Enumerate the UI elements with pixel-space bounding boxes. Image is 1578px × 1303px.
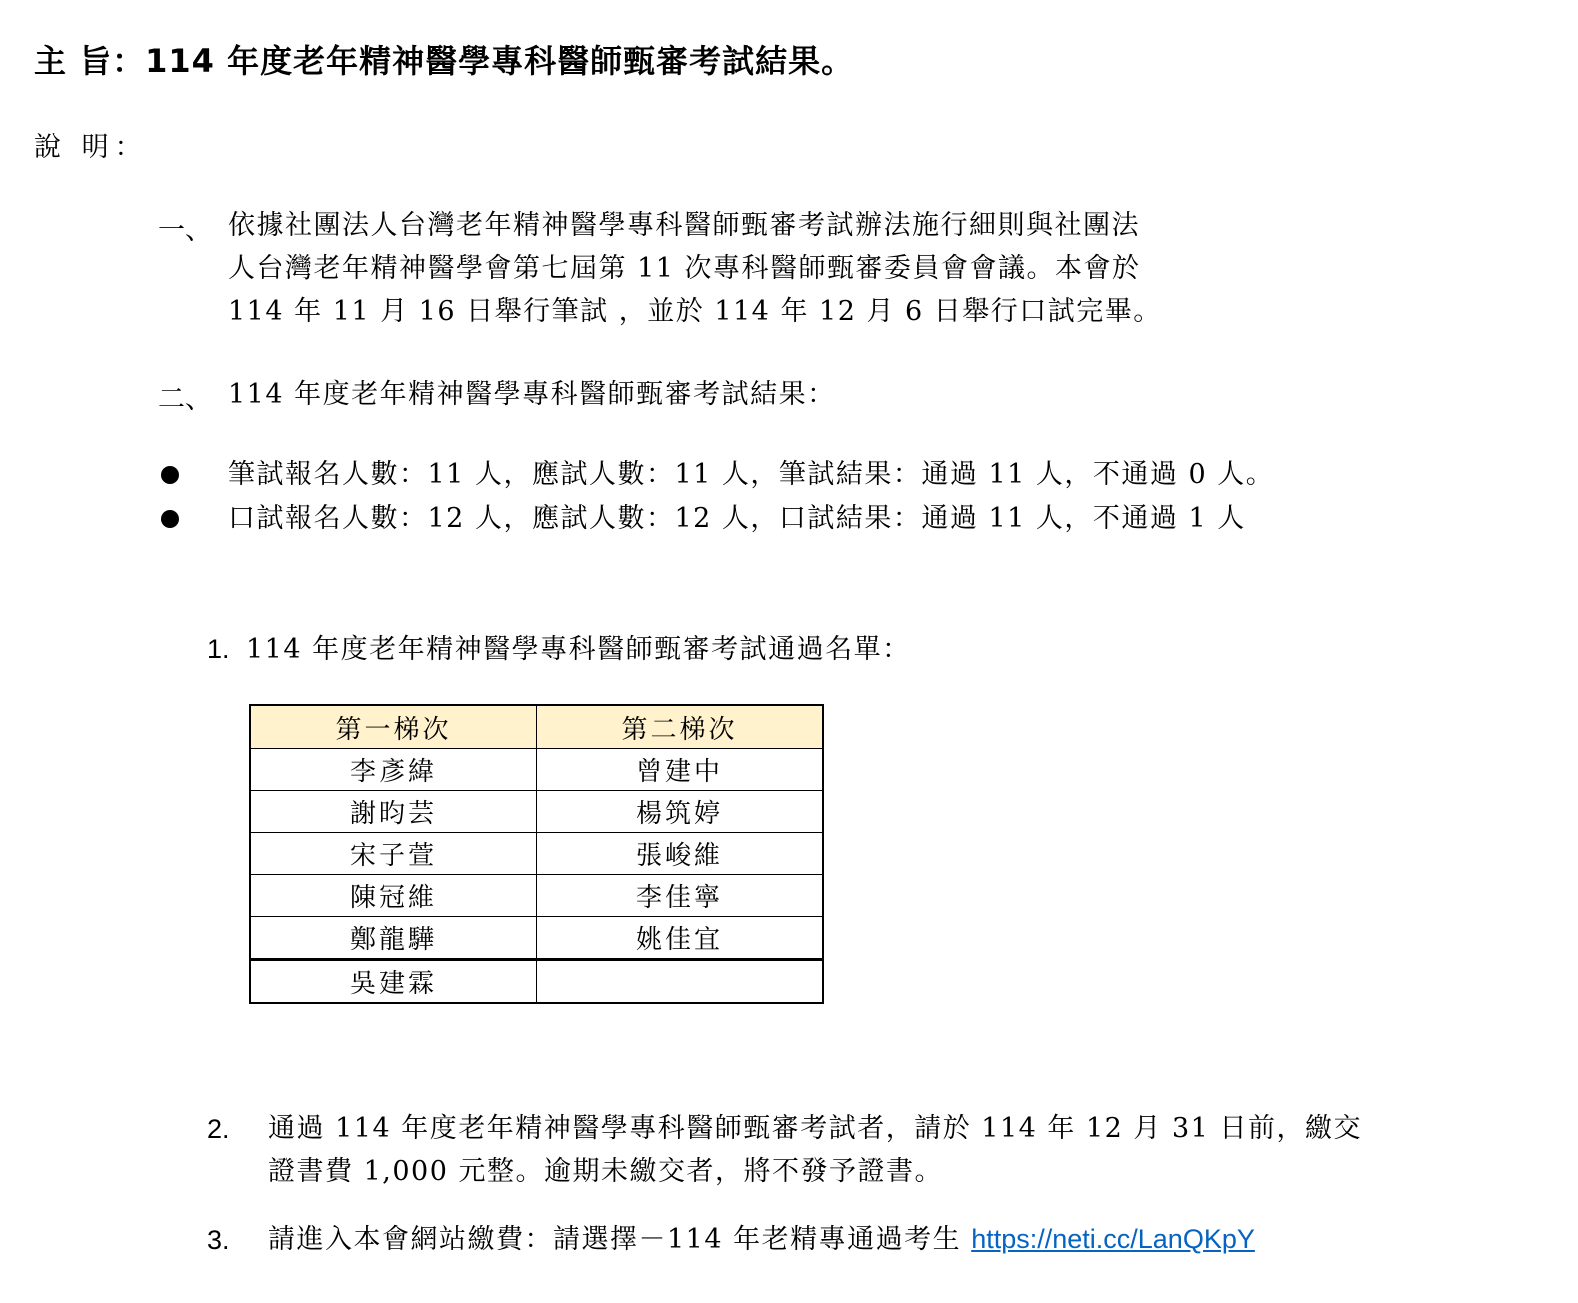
table-cell: 陳冠維	[250, 875, 537, 917]
item-3-text: 請進入本會網站繳費：請選擇－114 年老精專通過考生	[268, 1224, 972, 1255]
bullet-dot-icon	[161, 466, 179, 484]
table-row	[250, 875, 823, 917]
table-header-row	[250, 705, 823, 749]
item-2-line: 證書費 1,000 元整。逾期未繳交者，將不發予證書。	[268, 1156, 943, 1187]
table-cell: 李佳寧	[537, 875, 824, 917]
section-1-marker: 一、	[158, 215, 212, 246]
document-subject: 主 旨：114 年度老年精神醫學專科醫師甄審考試結果。	[34, 42, 855, 80]
table-row	[250, 791, 823, 833]
table-cell: 楊筑婷	[537, 791, 824, 833]
table-row	[250, 917, 823, 960]
bullet-written-exam: 筆試報名人數：11 人，應試人數：11 人，筆試結果：通過 11 人，不通過 0 人。	[228, 459, 1275, 490]
table-cell: 謝昀芸	[250, 791, 537, 833]
item-3-paragraph	[268, 1218, 1255, 1261]
item-2-line: 通過 114 年度老年精神醫學專科醫師甄審考試者，請於 114 年 12 月 31 日前，繳交	[268, 1113, 1362, 1144]
table-cell: 張峻維	[537, 833, 824, 875]
item-1-text: 114 年度老年精神醫學專科醫師甄審考試通過名單：	[246, 634, 911, 665]
table-row	[250, 749, 823, 791]
bullet-dot-icon	[161, 510, 179, 528]
item-1-number: 1.	[207, 634, 230, 664]
passed-candidates-table	[249, 704, 824, 1004]
bullet-oral-exam: 口試報名人數：12 人，應試人數：12 人，口試結果：通過 11 人，不通過 1 人	[228, 503, 1246, 534]
header-second-batch: 第二梯次	[537, 705, 824, 749]
table-cell: 李彥緯	[250, 749, 537, 791]
section-2-marker: 二、	[158, 384, 212, 415]
item-3-number: 3.	[207, 1225, 230, 1255]
section-1-paragraph	[228, 204, 1162, 333]
table-row	[250, 833, 823, 875]
section-1-line: 114 年 11 月 16 日舉行筆試 ，並於 114 年 12 月 6 日舉行口試完畢。	[228, 296, 1162, 327]
table-cell: 吳建霖	[250, 960, 537, 1004]
section-2-heading: 114 年度老年精神醫學專科醫師甄審考試結果：	[228, 379, 836, 410]
item-2-number: 2.	[207, 1114, 230, 1144]
table-row	[250, 960, 823, 1004]
table-cell	[537, 960, 824, 1004]
payment-link[interactable]: https://neti.cc/LanQKpY	[971, 1224, 1255, 1254]
header-first-batch: 第一梯次	[250, 705, 537, 749]
explanation-heading: 說 明：	[34, 132, 148, 163]
table-cell: 宋子萱	[250, 833, 537, 875]
table-cell: 曾建中	[537, 749, 824, 791]
section-1-line: 依據社團法人台灣老年精神醫學專科醫師甄審考試辦法施行細則與社團法	[228, 210, 1140, 241]
item-2-paragraph	[268, 1107, 1362, 1193]
section-1-line: 人台灣老年精神醫學會第七屆第 11 次專科醫師甄審委員會會議。本會於	[228, 253, 1141, 284]
table-cell: 姚佳宜	[537, 917, 824, 960]
table-cell: 鄭龍驊	[250, 917, 537, 960]
